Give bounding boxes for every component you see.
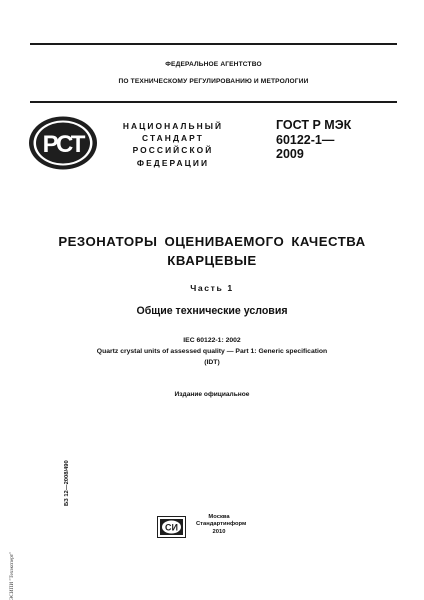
publisher-year: 2010	[212, 528, 226, 535]
part-number: Часть 1	[190, 283, 234, 293]
document-subtitle: Общие технические условия	[136, 305, 288, 317]
standard-type-line: СТАНДАРТ	[142, 133, 204, 144]
emblem-letters: РСТ	[42, 131, 84, 158]
standard-type-line: НАЦИОНАЛЬНЫЙ	[122, 121, 224, 131]
iec-english-title: Quartz crystal units of assessed quality — Part 1: Generic specification	[96, 348, 328, 355]
document-title-line-1: РЕЗОНАТОРЫ ОЦЕНИВАЕМОГО КАЧЕСТВА	[58, 234, 366, 249]
gost-number-line: 60122-1—	[276, 132, 335, 147]
rst-certification-mark-icon	[27, 114, 99, 172]
side-code: БЗ 12—2008/490	[64, 460, 70, 506]
iec-identity: (IDT)	[204, 359, 220, 366]
standartinform-logo-icon	[157, 516, 186, 538]
publisher-name: Стандартинформ	[196, 521, 247, 528]
document-title	[20, 232, 404, 270]
gost-number	[276, 118, 351, 162]
gost-number-line: ГОСТ Р МЭК	[276, 118, 352, 132]
iec-reference: IEC 60122-1: 2002	[183, 337, 241, 344]
document-title-line-2: КВАРЦЕВЫЕ	[167, 253, 257, 268]
publisher-city: Москва	[208, 514, 230, 520]
agency-name-line-2: ПО ТЕХНИЧЕСКОМУ РЕГУЛИРОВАНИЮ И МЕТРОЛОГИИ	[118, 78, 309, 85]
standard-type	[108, 120, 238, 169]
gost-number-line: 2009	[276, 147, 304, 161]
side-stamp: ЭСИПИ "Техэксперт"	[9, 551, 15, 600]
publisher-logo-letters: СИ	[165, 522, 178, 533]
publisher-info	[196, 514, 247, 536]
standard-type-line: ФЕДЕРАЦИИ	[136, 157, 210, 168]
standard-type-line: РОССИЙСКОЙ	[132, 145, 214, 156]
agency-name-line-1: ФЕДЕРАЛЬНОЕ АГЕНТСТВО	[165, 61, 262, 68]
header-rule	[30, 101, 397, 103]
edition-note: Издание официальное	[174, 391, 250, 398]
top-rule	[30, 43, 397, 45]
